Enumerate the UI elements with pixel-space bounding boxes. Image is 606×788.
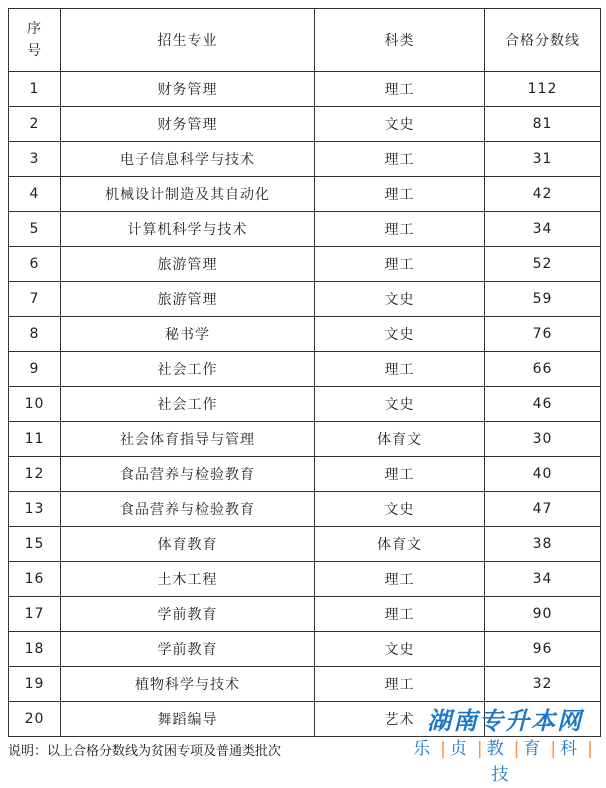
table-header-row <box>9 9 601 72</box>
score-table <box>8 8 601 737</box>
cell-score: 59 <box>485 282 601 317</box>
footnote: 说明：以上合格分数线为贫困专项及普通类批次 <box>8 744 282 759</box>
table-row <box>9 492 601 527</box>
cell-major: 学前教育 <box>61 597 315 632</box>
cell-major: 秘书学 <box>61 317 315 352</box>
cell-score: 52 <box>485 247 601 282</box>
cell-major: 学前教育 <box>61 632 315 667</box>
cell-major: 旅游管理 <box>61 282 315 317</box>
score-table-container <box>8 8 600 737</box>
table-row <box>9 247 601 282</box>
table-row <box>9 457 601 492</box>
cell-category: 理工 <box>315 177 485 212</box>
table-row <box>9 387 601 422</box>
cell-no: 17 <box>9 597 61 632</box>
cell-score: 38 <box>485 527 601 562</box>
table-row <box>9 212 601 247</box>
cell-major: 社会工作 <box>61 352 315 387</box>
cell-score: 66 <box>485 352 601 387</box>
table-row <box>9 107 601 142</box>
cell-no: 10 <box>9 387 61 422</box>
cell-no: 6 <box>9 247 61 282</box>
table-row <box>9 527 601 562</box>
cell-category: 理工 <box>315 562 485 597</box>
cell-major: 财务管理 <box>61 107 315 142</box>
cell-category: 体育文 <box>315 422 485 457</box>
cell-score: 76 <box>485 317 601 352</box>
table-row <box>9 177 601 212</box>
cell-no: 16 <box>9 562 61 597</box>
table-row <box>9 317 601 352</box>
cell-score: 30 <box>485 422 601 457</box>
header-major: 招生专业 <box>61 9 315 72</box>
cell-score: 31 <box>485 142 601 177</box>
table-row <box>9 422 601 457</box>
cell-category: 艺术 <box>315 702 485 737</box>
cell-category: 理工 <box>315 72 485 107</box>
cell-major: 舞蹈编导 <box>61 702 315 737</box>
cell-score: 47 <box>485 492 601 527</box>
cell-no: 20 <box>9 702 61 737</box>
cell-major: 计算机科学与技术 <box>61 212 315 247</box>
cell-score: 34 <box>485 212 601 247</box>
table-row <box>9 562 601 597</box>
cell-no: 19 <box>9 667 61 702</box>
cell-major: 机械设计制造及其自动化 <box>61 177 315 212</box>
cell-no: 12 <box>9 457 61 492</box>
cell-major: 社会工作 <box>61 387 315 422</box>
table-row <box>9 597 601 632</box>
table-row <box>9 72 601 107</box>
watermark-logo <box>410 706 600 785</box>
cell-score: 32 <box>485 667 601 702</box>
cell-major: 食品营养与检验教育 <box>61 492 315 527</box>
table-row <box>9 142 601 177</box>
cell-category: 理工 <box>315 247 485 282</box>
cell-major: 社会体育指导与管理 <box>61 422 315 457</box>
cell-major: 旅游管理 <box>61 247 315 282</box>
table-body <box>9 72 601 737</box>
cell-major: 体育教育 <box>61 527 315 562</box>
cell-category: 理工 <box>315 352 485 387</box>
cell-category: 文史 <box>315 317 485 352</box>
header-score: 合格分数线 <box>485 9 601 72</box>
cell-no: 4 <box>9 177 61 212</box>
table-row <box>9 352 601 387</box>
cell-category: 理工 <box>315 212 485 247</box>
watermark-main-text: 湖南专升本网 <box>427 707 583 735</box>
cell-category: 体育文 <box>315 527 485 562</box>
cell-category: 文史 <box>315 107 485 142</box>
cell-major: 土木工程 <box>61 562 315 597</box>
cell-category: 文史 <box>315 282 485 317</box>
cell-category: 理工 <box>315 597 485 632</box>
cell-major: 食品营养与检验教育 <box>61 457 315 492</box>
cell-no: 11 <box>9 422 61 457</box>
cell-no: 8 <box>9 317 61 352</box>
table-row <box>9 667 601 702</box>
cell-score: 81 <box>485 107 601 142</box>
cell-major: 电子信息科学与技术 <box>61 142 315 177</box>
cell-no: 5 <box>9 212 61 247</box>
cell-score: 40 <box>485 457 601 492</box>
cell-no: 13 <box>9 492 61 527</box>
cell-score: 34 <box>485 562 601 597</box>
table-row <box>9 632 601 667</box>
cell-category: 文史 <box>315 387 485 422</box>
cell-category: 理工 <box>315 142 485 177</box>
cell-score: 96 <box>485 632 601 667</box>
cell-score: 42 <box>485 177 601 212</box>
cell-score: 46 <box>485 387 601 422</box>
watermark-sub-text: 乐|贞|教|育|科|技 <box>413 739 597 785</box>
cell-no: 15 <box>9 527 61 562</box>
cell-category: 文史 <box>315 492 485 527</box>
header-category: 科类 <box>315 9 485 72</box>
cell-category: 理工 <box>315 457 485 492</box>
cell-score: 112 <box>485 72 601 107</box>
cell-category: 文史 <box>315 632 485 667</box>
cell-score: 90 <box>485 597 601 632</box>
cell-no: 18 <box>9 632 61 667</box>
cell-major: 财务管理 <box>61 72 315 107</box>
cell-major: 植物科学与技术 <box>61 667 315 702</box>
cell-no: 1 <box>9 72 61 107</box>
cell-no: 9 <box>9 352 61 387</box>
table-row <box>9 282 601 317</box>
cell-no: 7 <box>9 282 61 317</box>
cell-no: 3 <box>9 142 61 177</box>
cell-category: 理工 <box>315 667 485 702</box>
header-no: 序 号 <box>9 9 61 72</box>
cell-no: 2 <box>9 107 61 142</box>
